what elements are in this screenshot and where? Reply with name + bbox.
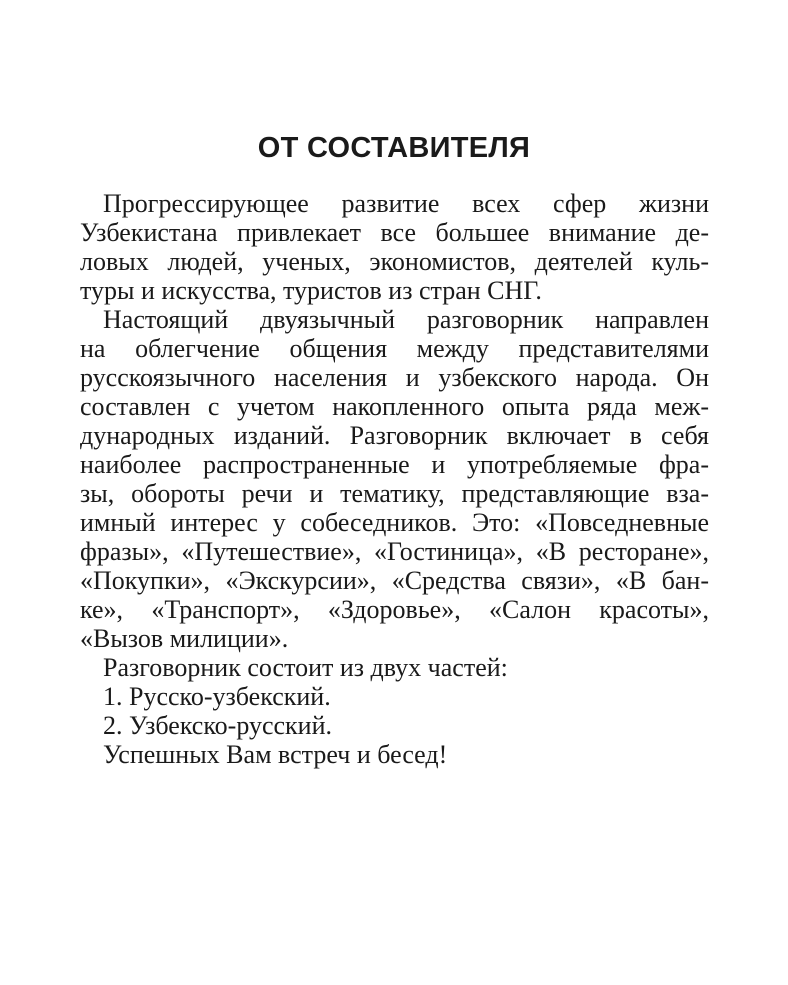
paragraph-2-line: на облегчение общения между представителями: [80, 334, 709, 363]
paragraph-1-line: Узбекистана привлекает все большее внимание де-: [80, 218, 709, 247]
paragraph-2-line: составлен с учетом накопленного опыта ряда меж-: [80, 392, 709, 421]
paragraph-1-line: Прогрессирующее развитие всех сфер жизни: [103, 189, 709, 218]
parts-intro: Разговорник состоит из двух частей:: [103, 653, 508, 682]
parts-list-item: 2. Узбекско-русский.: [103, 711, 333, 740]
paragraph-2-line: «Покупки», «Экскурсии», «Средства связи», «В бан-: [80, 566, 709, 595]
paragraph-2-line: дународных изданий. Разговорник включает в себя: [80, 421, 709, 450]
parts-list-item: 1. Русско-узбекский.: [103, 682, 331, 711]
paragraph-1-line: туры и искусства, туристов из стран СНГ.: [80, 276, 542, 305]
closing-line: Успешных Вам встреч и бесед!: [103, 740, 448, 769]
paragraph-2-line: ке», «Транспорт», «Здоровье», «Салон красоты»,: [80, 595, 709, 624]
paragraph-2-line: Настоящий двуязычный разговорник направлен: [103, 305, 709, 334]
page-title: ОТ СОСТАВИТЕЛЯ: [257, 132, 531, 164]
paragraph-2-line: русскоязычного населения и узбекского народа. Он: [80, 363, 709, 392]
paragraph-2-line: имный интерес у собеседников. Это: «Повседневные: [80, 508, 709, 537]
paragraph-2-line: фразы», «Путешествие», «Гостиница», «В ресторане»,: [80, 537, 709, 566]
paragraph-1-line: ловых людей, ученых, экономистов, деятелей куль-: [80, 247, 709, 276]
paragraph-2-line: наиболее распространенные и употребляемые фра-: [80, 450, 709, 479]
paragraph-2-line: зы, обороты речи и тематику, представляющие вза-: [80, 479, 709, 508]
paragraph-2-line: «Вызов милиции».: [80, 624, 289, 653]
